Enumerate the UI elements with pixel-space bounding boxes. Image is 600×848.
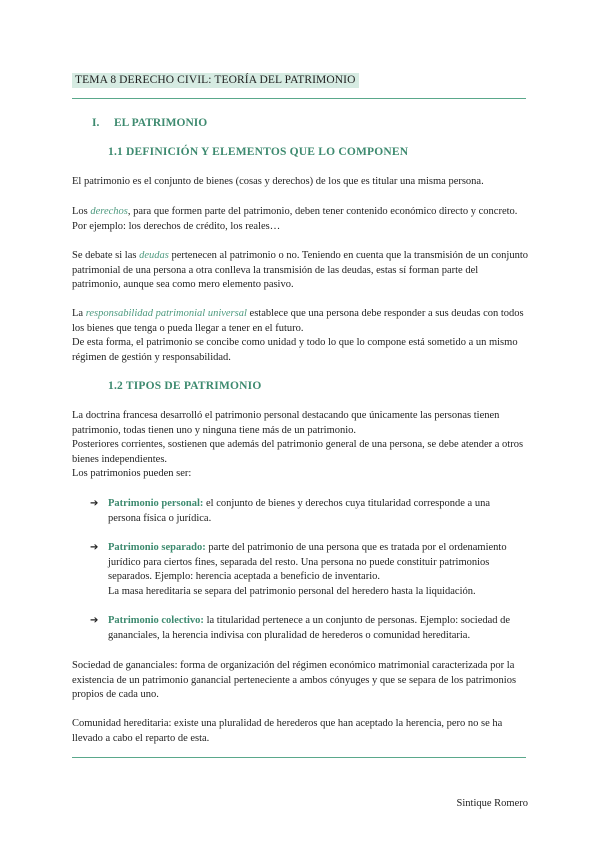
arrow-right-icon: ➔ [90,498,99,509]
section-title: EL PATRIMONIO [114,117,208,129]
list-item-text [108,541,520,599]
title-block [72,70,359,88]
paragraph-responsabilidad-post: establece que una persona debe responder a sus deudas con todos los bienes que tenga o pueda llegar a tener en el futuro. [72,308,524,334]
definition-patrimonio-separado: parte del patrimonio de una persona que es tratada por el ordenamiento jurídico para ciertos fines, separada del resto. Una persona no puede constituir patrimonios separados. Ejemplo: herencia aceptada a beneficio de inventario. [108,542,507,583]
subsection-heading-1-2: 1.2 TIPOS DE PATRIMONIO [108,380,262,392]
list-item-patrimonio-personal [90,497,520,526]
note-masa-hereditaria: La masa hereditaria se separa del patrimonio personal del heredero hasta la liquidación. [108,585,476,597]
arrow-right-icon: ➔ [90,542,99,553]
paragraph-sociedad-gananciales: Sociedad de gananciales: forma de organización del régimen económico matrimonial caracterizada por la existencia de un patrimonio ganancial perteneciente a ambos cónyuges y que se separa de los patrimonios propios de cada uno. [72,660,517,701]
paragraph-comunidad-hereditaria: Comunidad hereditaria: existe una pluralidad de herederos que han aceptado la herencia, pero no se ha llevado a cabo el reparto de esta. [72,718,503,744]
paragraph-doctrina-text: La doctrina francesa desarrolló el patrimonio personal destacando que únicamente las personas tienen patrimonio, todas tienen uno y ninguna tiene más de un patrimonio. [72,410,500,436]
definition-patrimonio-personal: el conjunto de bienes y derechos cuya titularidad corresponde a una persona física o jurídica. [108,498,490,524]
paragraph-doctrina [72,409,528,482]
paragraph-derechos-pre: Los [72,206,91,217]
bottom-divider [72,757,526,758]
paragraph-unidad: De esta forma, el patrimonio se concibe como unidad y todo lo que lo compone está sometido a un mismo régimen de gestión y responsabilidad. [72,337,518,363]
paragraph-derechos [72,205,528,234]
arrow-right-icon: ➔ [90,615,99,626]
list-item-text [108,497,520,526]
term-deudas: deudas [139,250,169,261]
footer-author: Sintique Romero [456,798,528,809]
list-item-text [108,614,520,643]
section-number: I. [92,117,100,129]
paragraph-deudas-pre: Se debate si las [72,250,140,261]
paragraph-deudas-post: pertenecen al patrimonio o no. Teniendo en cuenta que la transmisión de un conjunto patrimonial de una persona a otra conlleva la transmisión de las deudas, estas sí forman parte del patrimonio, aunque sea como mero elemento pasivo. [72,250,529,291]
subsection-heading-1-1: 1.1 DEFINICIÓN Y ELEMENTOS QUE LO COMPONEN [108,146,409,158]
paragraph-responsabilidad [72,307,528,365]
section-heading [92,117,207,129]
paragraph-derechos-post: , para que formen parte del patrimonio, deben tener contenido económico directo y concreto. Por ejemplo: los derechos de crédito, los reales… [72,206,518,232]
term-derechos: derechos [90,206,128,217]
definition-patrimonio-colectivo: la titularidad pertenece a un conjunto de personas. Ejemplo: sociedad de gananciales, la herencia indivisa con pluralidad de herederos o comunidad hereditaria. [108,615,511,641]
term-patrimonio-personal: Patrimonio personal: [108,498,204,509]
term-responsabilidad: responsabilidad patrimonial universal [85,308,247,319]
page-title: TEMA 8 DERECHO CIVIL: TEORÍA DEL PATRIMONIO [72,73,359,88]
paragraph-corrientes: Posteriores corrientes, sostienen que además del patrimonio general de una persona, se debe atender a otros bienes independientes. [72,439,524,465]
list-item-patrimonio-colectivo [90,614,520,643]
term-patrimonio-colectivo: Patrimonio colectivo: [108,615,204,626]
paragraph-deudas [72,249,528,293]
term-patrimonio-separado: Patrimonio separado: [108,542,206,553]
paragraph-responsabilidad-pre: La [72,308,86,319]
title-divider [72,98,526,99]
paragraph-tipos-intro: Los patrimonios pueden ser: [72,468,192,480]
paragraph-definition: El patrimonio es el conjunto de bienes (cosas y derechos) de los que es titular una misma persona. [72,176,484,187]
list-item-patrimonio-separado [90,541,520,599]
